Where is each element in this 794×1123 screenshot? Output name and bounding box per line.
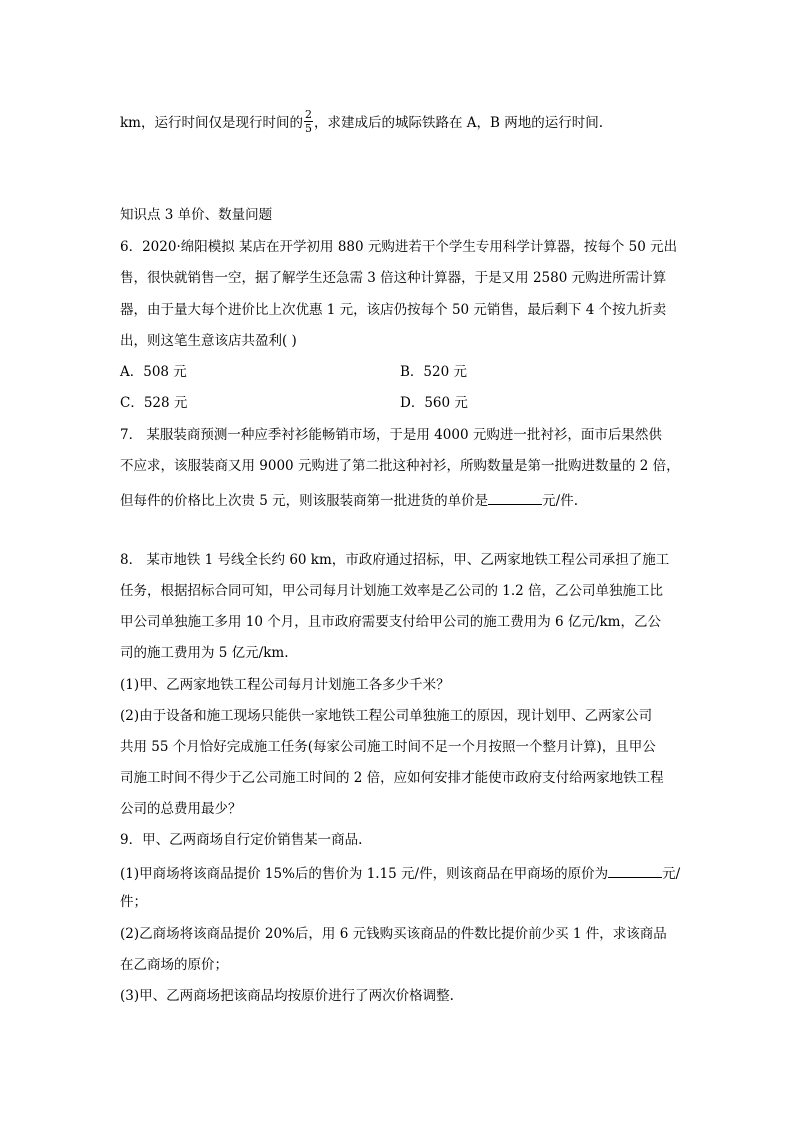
q5-prefix: km，运行时间仅是现行时间的 [120,115,303,131]
section-heading: 知识点 3 单价、数量问题 [120,207,273,223]
q6-option-b: B．520 元 [400,364,467,380]
fraction-two-fifths [304,109,313,134]
answer-blank [608,865,662,878]
answer-blank [488,492,542,505]
fraction-denominator: 5 [304,122,312,135]
q6-line-4: 出，则这笔生意该店共盈利( ) [120,333,297,349]
q9-part-2-line-2: 在乙商场的原价； [120,957,228,973]
q6-line-2: 售，很快就销售一空，据了解学生还急需 3 倍这种计算器，于是又用 2580 元购进所需计算 [120,270,667,286]
q7-prefix: 但每件的价格比上次贵 5 元，则该服装商第一批进货的单价是 [120,493,489,509]
q8-part-1: (1)甲、乙两家地铁工程公司每月计划施工各多少千米？ [120,677,450,693]
q9-part-1-cont: 件； [120,894,147,910]
q7-line-3 [120,492,578,509]
q7-suffix: 元/件. [542,493,579,509]
q8-line-2: 任务，根据招标合同可知，甲公司每月计划施工效率是乙公司的 1.2 倍，乙公司单独施工比 [120,583,664,599]
q6-line-3: 器，由于量大每个进价比上次优惠 1 元，该店仍按每个 50 元销售，最后剩下 4 个按九折卖 [120,302,667,318]
q5-line [120,108,604,136]
q8-part-2-line-2: 共用 55 个月恰好完成施工任务(每家公司施工时间不足一个月按照一个整月计算)，且甲公 [120,739,656,755]
q8-line-1: 8． 某市地铁 1 号线全长约 60 km，市政府通过招标，甲、乙两家地铁工程公司承担了施工 [120,552,670,568]
q8-part-2-line-3: 司施工时间不得少于乙公司施工时间的 2 倍，应如何安排才能使市政府支付给两家地铁工程 [120,770,664,786]
q8-part-2-line-4: 公司的总费用最少？ [120,801,242,817]
q9-p1-prefix: (1)甲商场将该商品提价 15%后的售价为 1.15 元/件，则该商品在甲商场的原价为 [120,866,609,882]
q6-option-d: D．560 元 [400,395,468,411]
q9-part-1 [120,865,680,882]
fraction-numerator: 2 [304,108,312,121]
q8-part-2-line-1: (2)由于设备和施工现场只能供一家地铁工程公司单独施工的原因，现计划甲、乙两家公司 [120,708,653,724]
q7-line-2: 不应求，该服装商又用 9000 元购进了第二批这种衬衫，所购数量是第一批购进数量的 2 倍， [120,458,680,474]
q9-part-2-line-1: (2)乙商场将该商品提价 20%后，用 6 元钱购买该商品的件数比提价前少买 1 件，求该商品 [120,926,667,942]
q9-p1-suffix: 元/ [662,866,681,882]
q6-option-c: C．528 元 [120,395,188,411]
q8-line-4: 司的施工费用为 5 亿元/km. [120,645,289,661]
q8-line-3: 甲公司单独施工多用 10 个月，且市政府需要支付给甲公司的施工费用为 6 亿元/km，乙公 [120,614,661,630]
q5-suffix: ，求建成后的城际铁路在 A，B 两地的运行时间. [313,115,604,131]
q6-option-a: A．508 元 [120,364,187,380]
q6-line-1: 6．2020·绵阳模拟 某店在开学初用 880 元购进若干个学生专用科学计算器，按每个 50 元出 [120,239,678,255]
q7-line-1: 7． 某服装商预测一种应季衬衫能畅销市场，于是用 4000 元购进一批衬衫，面市后果然供 [120,427,662,443]
q9-part-3: (3)甲、乙两商场把该商品均按原价进行了两次价格调整. [120,988,454,1004]
q9-intro: 9．甲、乙两商场自行定价销售某一商品. [120,832,363,848]
